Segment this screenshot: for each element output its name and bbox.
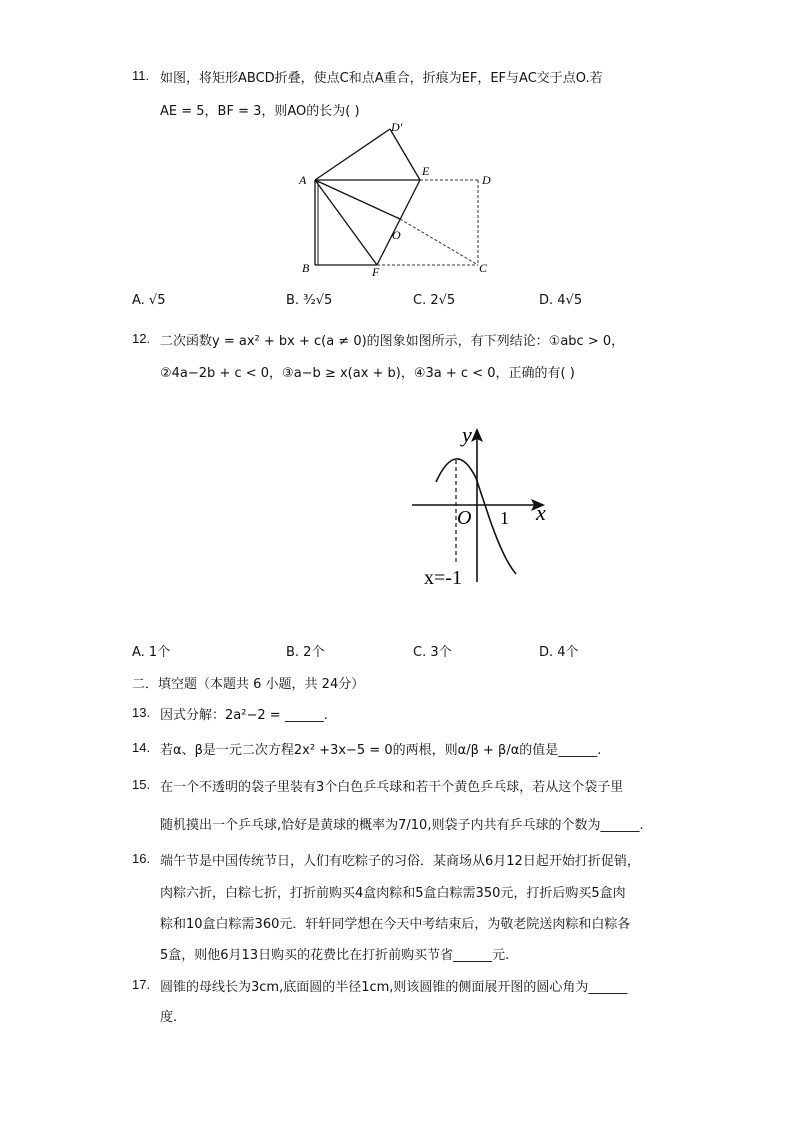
q13-number: 13.: [132, 705, 151, 720]
q16-line4: 5盒，则他6月13日购买的花费比在打折前购买节省______元.: [160, 948, 510, 963]
q17-line2: 度.: [160, 1010, 178, 1025]
q17-number: 17.: [132, 977, 151, 992]
q12-option-d: D. 4个: [539, 645, 579, 660]
q11-option-b: B. ³⁄₂√5: [286, 293, 333, 308]
tick-one-label: 1: [500, 508, 509, 528]
label-f: F: [372, 265, 380, 279]
q17-line1: 圆锥的母线长为3cm,底面圆的半径1cm,则该圆锥的侧面展开图的圆心角为______: [160, 980, 628, 995]
q13-text: 因式分解：2a²−2 = ______.: [160, 708, 328, 723]
label-c: C: [479, 261, 488, 275]
q12-option-b: B. 2个: [286, 645, 325, 660]
q11-option-a: A. √5: [132, 293, 166, 308]
section-2-title: 二．填空题（本题共 6 小题，共 24分）: [132, 677, 365, 692]
q12-option-c: C. 3个: [413, 645, 452, 660]
label-d: D: [482, 173, 491, 187]
q11-number: 11.: [132, 68, 150, 83]
label-o: O: [392, 228, 401, 242]
q16-number: 16.: [132, 851, 151, 866]
origin-label: O: [457, 507, 472, 529]
q12-line2: ②4a−2b + c < 0，③a−b ≥ x(ax + b)，④3a + c < 0，正确的有( ): [160, 366, 575, 381]
axis-x-label: x: [536, 500, 546, 525]
q16-line1: 端午节是中国传统节日，人们有吃粽子的习俗．某商场从6月12日起开始打折促销，: [160, 854, 640, 869]
q16-line2: 肉粽六折，白粽七折，打折前购买4盒肉粽和5盒白粽需350元，打折后购买5盒肉: [160, 886, 626, 901]
q12-option-a: A. 1个: [132, 645, 171, 660]
q14-number: 14.: [132, 740, 151, 755]
q15-line1: 在一个不透明的袋子里装有3个白色乒乓球和若干个黄色乒乓球，若从这个袋子里: [160, 780, 624, 795]
q15-line2: 随机摸出一个乒乓球,恰好是黄球的概率为7/10,则袋子内共有乒乓球的个数为______.: [160, 818, 644, 833]
q11-option-c: C. 2√5: [413, 293, 456, 308]
q12-number: 12.: [132, 331, 151, 346]
q11-line2: AE = 5，BF = 3，则AO的长为( ): [160, 104, 360, 119]
q12-graph: [400, 420, 560, 590]
q12-line1: 二次函数y = ax² + bx + c(a ≠ 0)的图象如图所示，有下列结论：①abc > 0，: [160, 334, 625, 349]
label-e: E: [422, 164, 430, 178]
q15-number: 15.: [132, 777, 151, 792]
label-dp: D′: [391, 120, 403, 134]
q11-option-d: D. 4√5: [539, 293, 583, 308]
axis-y-label: y: [462, 422, 472, 447]
axis-of-symmetry-label: x=-1: [424, 567, 462, 589]
q11-figure: [290, 112, 500, 282]
q14-text: 若α、β是一元二次方程2x² +3x−5 = 0的两根，则α/β + β/α的值是______.: [160, 743, 602, 758]
q16-line3: 粽和10盒白粽需360元．轩轩同学想在今天中考结束后，为敬老院送肉粽和白粽各: [160, 917, 631, 932]
label-a: A: [299, 173, 307, 187]
label-b: B: [302, 261, 310, 275]
q11-line1: 如图，将矩形ABCD折叠，使点C和点A重合，折痕为EF，EF与AC交于点O.若: [160, 71, 603, 86]
